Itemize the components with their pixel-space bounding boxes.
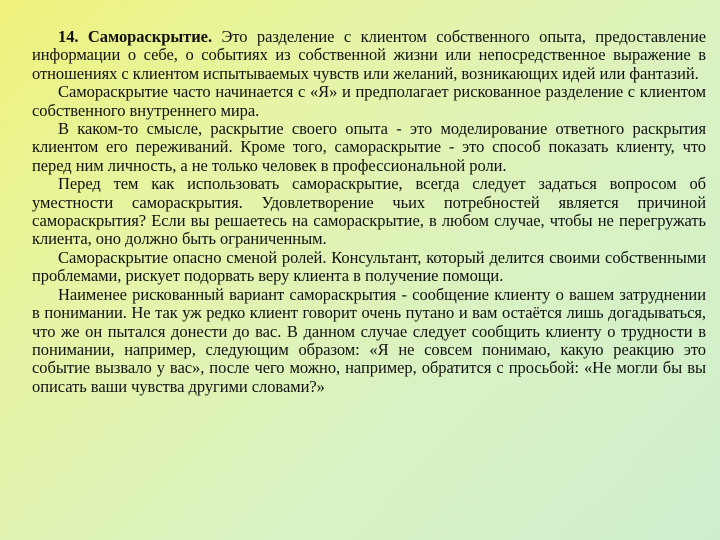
paragraph-2: Самораскрытие часто начинается с «Я» и предполагает рискованное разделение с клиентом собственного внутреннего мира. [32, 82, 706, 120]
paragraph-3: В каком-то смысле, раскрытие своего опыта - это моделирование ответного раскрытия клиентом его переживаний. Кроме того, самораскрытие - это способ показать клиенту, что перед ним личность, а не только человек в профессиональной роли. [32, 119, 706, 175]
paragraph-4: Перед тем как использовать самораскрытие, всегда следует задаться вопросом об уместности самораскрытия. Удовлетворение чьих потребностей является причиной самораскрытия? Если вы решаетесь на самораскрытие, в любом случае, чтобы не перегружать клиента, оно должно быть ограниченным. [32, 174, 706, 249]
slide-text-block [32, 28, 706, 396]
paragraph-6: Наименее рискованный вариант самораскрытия - сообщение клиенту о вашем затруднении в понимании. Не так уж редко клиент говорит очень путано и вам остаётся лишь догадываться, что же он пытался донести до вас. В данном случае следует сообщить клиенту о трудности в понимании, например, следующим образом: «Я не совсем понимаю, какую реакцию это событие вызвало у вас», после чего можно, например, обратится с просьбой: «Не могли бы вы описать ваши чувства другими словами?» [32, 284, 706, 396]
paragraph-1-text: Это разделение с клиентом собственного опыта, предоставление информации о себе, о событиях из собственной жизни или непосредственное выражение в отношениях с клиентом испытываемых чувств или желаний, возникающих идей или фантазий. [32, 27, 706, 83]
paragraph-5: Самораскрытие опасно сменой ролей. Консультант, который делится своими собственными проблемами, рискует подорвать веру клиента в получение помощи. [32, 247, 706, 286]
paragraph-1 [32, 28, 706, 83]
section-heading: 14. Самораскрытие. [58, 27, 213, 46]
